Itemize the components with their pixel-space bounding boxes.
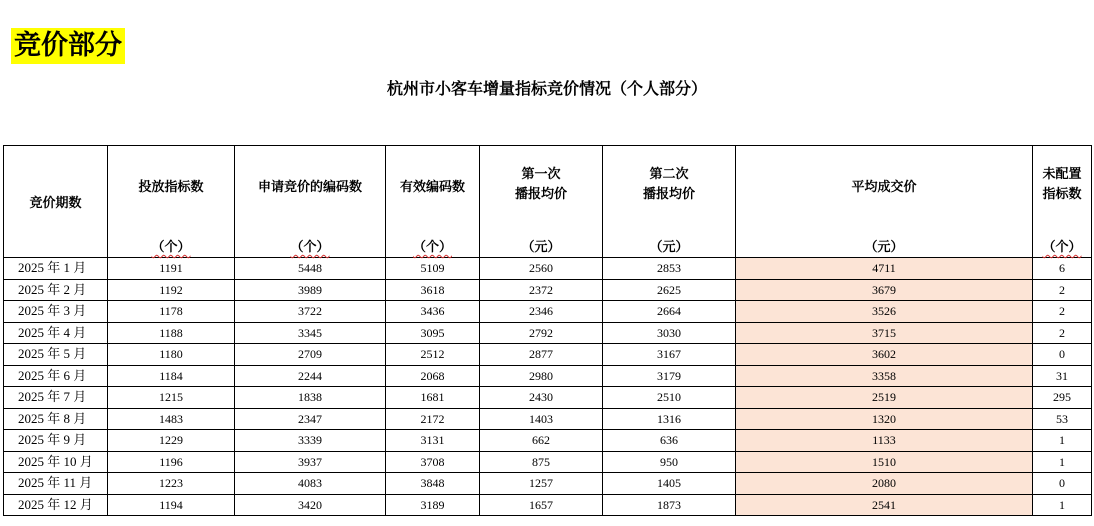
unit-applications-text: （个） [290, 240, 330, 255]
table-row [4, 408, 1092, 430]
cell-unallocated: 295 [1033, 387, 1092, 409]
cell-first: 2560 [480, 258, 603, 280]
table-row [4, 301, 1092, 323]
cell-applications: 4083 [235, 473, 386, 495]
cell-avg: 2519 [736, 387, 1033, 409]
cell-quota: 1223 [108, 473, 235, 495]
unit-valid-codes [386, 224, 480, 258]
cell-applications: 3339 [235, 430, 386, 452]
table-row [4, 322, 1092, 344]
cell-quota: 1191 [108, 258, 235, 280]
table-row [4, 279, 1092, 301]
cell-unallocated: 53 [1033, 408, 1092, 430]
header-second-report [603, 146, 736, 225]
cell-avg: 3602 [736, 344, 1033, 366]
header-quota: 投放指标数 [108, 146, 235, 225]
cell-second: 636 [603, 430, 736, 452]
cell-second: 3030 [603, 322, 736, 344]
cell-applications: 3420 [235, 494, 386, 516]
header-avg-price: 平均成交价 [736, 146, 1033, 225]
cell-applications: 2709 [235, 344, 386, 366]
cell-quota: 1184 [108, 365, 235, 387]
cell-period: 2025 年 3 月 [4, 301, 108, 323]
cell-applications: 3937 [235, 451, 386, 473]
cell-valid: 3618 [386, 279, 480, 301]
cell-second: 2625 [603, 279, 736, 301]
cell-first: 2346 [480, 301, 603, 323]
table-row [4, 365, 1092, 387]
cell-first: 2877 [480, 344, 603, 366]
cell-period: 2025 年 2 月 [4, 279, 108, 301]
cell-period: 2025 年 1 月 [4, 258, 108, 280]
unit-avg-price: （元） [736, 224, 1033, 258]
cell-period: 2025 年 11 月 [4, 473, 108, 495]
cell-unallocated: 1 [1033, 451, 1092, 473]
cell-second: 950 [603, 451, 736, 473]
table-row [4, 387, 1092, 409]
cell-applications: 3722 [235, 301, 386, 323]
cell-quota: 1196 [108, 451, 235, 473]
unit-second-report: （元） [603, 224, 736, 258]
cell-valid: 3708 [386, 451, 480, 473]
cell-second: 3179 [603, 365, 736, 387]
cell-unallocated: 1 [1033, 430, 1092, 452]
unit-first-report: （元） [480, 224, 603, 258]
cell-second: 1873 [603, 494, 736, 516]
cell-second: 1316 [603, 408, 736, 430]
cell-valid: 1681 [386, 387, 480, 409]
cell-first: 875 [480, 451, 603, 473]
cell-quota: 1188 [108, 322, 235, 344]
table-row [4, 451, 1092, 473]
cell-valid: 2512 [386, 344, 480, 366]
cell-quota: 1194 [108, 494, 235, 516]
cell-quota: 1483 [108, 408, 235, 430]
cell-avg: 4711 [736, 258, 1033, 280]
cell-valid: 2172 [386, 408, 480, 430]
cell-applications: 3345 [235, 322, 386, 344]
cell-avg: 3679 [736, 279, 1033, 301]
cell-unallocated: 31 [1033, 365, 1092, 387]
table-row [4, 473, 1092, 495]
cell-unallocated: 6 [1033, 258, 1092, 280]
cell-unallocated: 2 [1033, 322, 1092, 344]
cell-applications: 2347 [235, 408, 386, 430]
header-first-report [480, 146, 603, 225]
cell-period: 2025 年 6 月 [4, 365, 108, 387]
cell-avg: 1510 [736, 451, 1033, 473]
section-label: 竞价部分 [11, 28, 125, 64]
header-first-report-line1: 第一次 [521, 167, 561, 182]
cell-quota: 1180 [108, 344, 235, 366]
cell-period: 2025 年 8 月 [4, 408, 108, 430]
cell-valid: 5109 [386, 258, 480, 280]
unit-unallocated-text: （个） [1042, 240, 1082, 255]
cell-period: 2025 年 9 月 [4, 430, 108, 452]
cell-avg: 3715 [736, 322, 1033, 344]
cell-avg: 1133 [736, 430, 1033, 452]
cell-unallocated: 1 [1033, 494, 1092, 516]
header-unallocated-line2: 指标数 [1042, 187, 1082, 202]
bidding-table [3, 145, 1092, 516]
cell-valid: 3189 [386, 494, 480, 516]
cell-period: 2025 年 4 月 [4, 322, 108, 344]
header-unallocated [1033, 146, 1092, 225]
cell-second: 2853 [603, 258, 736, 280]
cell-valid: 3436 [386, 301, 480, 323]
unit-valid-codes-text: （个） [412, 240, 452, 255]
cell-second: 1405 [603, 473, 736, 495]
cell-valid: 3131 [386, 430, 480, 452]
cell-quota: 1178 [108, 301, 235, 323]
header-unallocated-line1: 未配置 [1042, 167, 1082, 182]
table-row [4, 430, 1092, 452]
table-row [4, 258, 1092, 280]
cell-quota: 1192 [108, 279, 235, 301]
cell-first: 662 [480, 430, 603, 452]
cell-avg: 2080 [736, 473, 1033, 495]
cell-first: 2372 [480, 279, 603, 301]
header-valid-codes: 有效编码数 [386, 146, 480, 225]
cell-first: 1257 [480, 473, 603, 495]
header-applications: 申请竞价的编码数 [235, 146, 386, 225]
cell-unallocated: 2 [1033, 279, 1092, 301]
header-first-report-line2: 播报均价 [514, 187, 567, 202]
cell-valid: 2068 [386, 365, 480, 387]
header-period: 竞价期数 [4, 146, 108, 258]
cell-applications: 1838 [235, 387, 386, 409]
unit-quota [108, 224, 235, 258]
cell-quota: 1215 [108, 387, 235, 409]
cell-avg: 3358 [736, 365, 1033, 387]
cell-first: 1657 [480, 494, 603, 516]
unit-applications [235, 224, 386, 258]
cell-avg: 1320 [736, 408, 1033, 430]
cell-first: 2430 [480, 387, 603, 409]
table-row [4, 494, 1092, 516]
cell-unallocated: 0 [1033, 344, 1092, 366]
cell-period: 2025 年 12 月 [4, 494, 108, 516]
cell-unallocated: 0 [1033, 473, 1092, 495]
unit-quota-text: （个） [151, 240, 191, 255]
header-second-report-line1: 第二次 [649, 167, 689, 182]
cell-period: 2025 年 10 月 [4, 451, 108, 473]
cell-first: 2980 [480, 365, 603, 387]
unit-unallocated [1033, 224, 1092, 258]
cell-second: 3167 [603, 344, 736, 366]
cell-first: 2792 [480, 322, 603, 344]
cell-avg: 3526 [736, 301, 1033, 323]
cell-period: 2025 年 5 月 [4, 344, 108, 366]
cell-applications: 3989 [235, 279, 386, 301]
cell-period: 2025 年 7 月 [4, 387, 108, 409]
cell-second: 2510 [603, 387, 736, 409]
cell-avg: 2541 [736, 494, 1033, 516]
cell-first: 1403 [480, 408, 603, 430]
table-row [4, 344, 1092, 366]
cell-valid: 3848 [386, 473, 480, 495]
cell-valid: 3095 [386, 322, 480, 344]
cell-applications: 2244 [235, 365, 386, 387]
table-title: 杭州市小客车增量指标竞价情况（个人部分） [386, 79, 707, 98]
cell-second: 2664 [603, 301, 736, 323]
cell-quota: 1229 [108, 430, 235, 452]
header-second-report-line2: 播报均价 [642, 187, 695, 202]
cell-applications: 5448 [235, 258, 386, 280]
cell-unallocated: 2 [1033, 301, 1092, 323]
